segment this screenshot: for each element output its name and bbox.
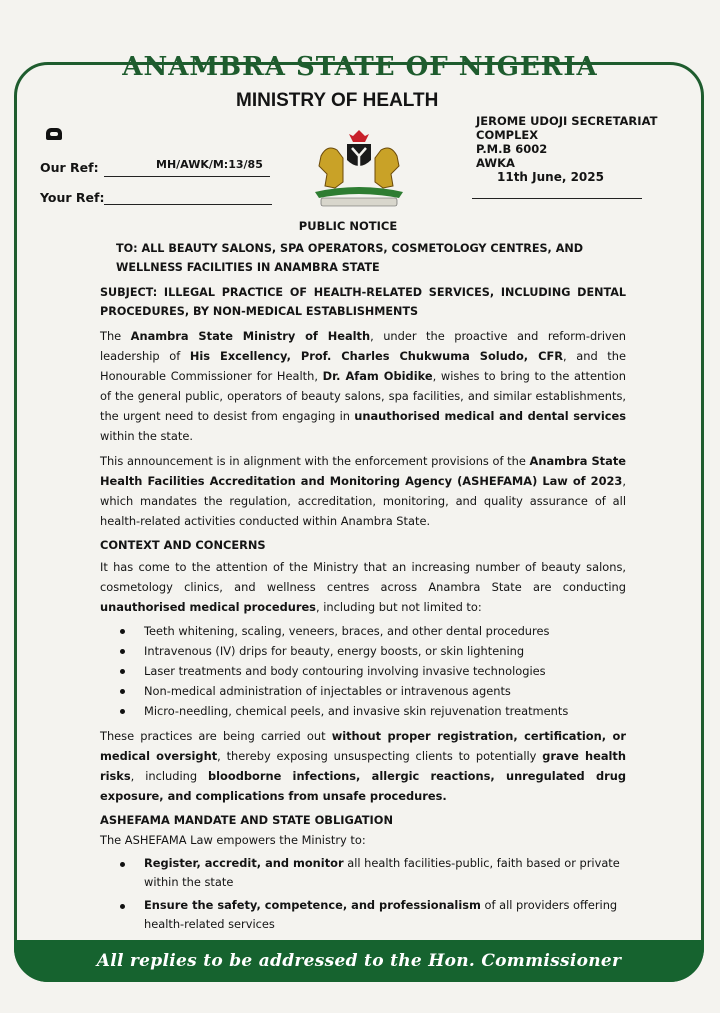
text-run: , and the Honourable Commissioner for Health, [100, 349, 626, 383]
text-run-bold: Dr. Afam Obidike [322, 369, 433, 383]
list-item: Non-medical administration of injectables or intravenous agents [144, 681, 626, 701]
mandate-heading: ASHEFAMA MANDATE AND STATE OBLIGATION [100, 813, 393, 827]
text-run-bold: His Excellency, Prof. Charles Chukwuma Soludo, CFR [189, 349, 563, 363]
text-run: These practices are being carried out [100, 729, 332, 743]
date-line [472, 198, 642, 199]
footer-band [14, 940, 704, 982]
list-item: Laser treatments and body contouring involving invasive technologies [144, 661, 626, 681]
text-run: , which mandates the regulation, accreditation, monitoring, and quality assurance of all health-related activities conducted within Anambra State. [100, 474, 626, 528]
letter-date: 11th June, 2025 [497, 170, 604, 184]
text-run: This announcement is in alignment with the enforcement provisions of the [100, 454, 530, 468]
addressee-line: TO: ALL BEAUTY SALONS, SPA OPERATORS, COSMETOLOGY CENTRES, AND WELLNESS FACILITIES IN ANAMBRA STATE [116, 242, 584, 274]
text-run: of all providers offering health-related services [144, 898, 618, 931]
paragraph-context [100, 557, 626, 617]
text-run-bold: Ensure the safety, competence, and professionalism [144, 898, 481, 912]
address-line: AWKA [476, 156, 515, 170]
subject-line: SUBJECT: ILLEGAL PRACTICE OF HEALTH-RELATED SERVICES, INCLUDING DENTAL PROCEDURES, BY NON-MEDICAL ESTABLISHMENTS [100, 286, 626, 318]
text-run-bold: Anambra State Health Facilities Accreditation and Monitoring Agency (ASHEFAMA) Law of 2023 [100, 454, 626, 488]
your-ref-line [104, 204, 272, 205]
text-run-bold: grave health risks [100, 749, 626, 783]
text-run: , wishes to bring to the attention of the general public, operators of beauty salons, spa facilities, and similar establishments, the urgent need to desist from engaging in [100, 369, 626, 423]
list-item: Micro-needling, chemical peels, and invasive skin rejuvenation treatments [144, 701, 626, 721]
notice-body [100, 216, 626, 961]
notice-title: PUBLIC NOTICE [298, 219, 398, 233]
paragraph-law [100, 451, 626, 531]
our-ref-label: Our Ref: [40, 160, 99, 175]
our-ref-value: MH/AWK/M:13/85 [156, 158, 263, 171]
procedures-list [100, 621, 626, 721]
mandate-intro: The ASHEFAMA Law empowers the Ministry to: [100, 833, 366, 847]
coat-of-arms-icon [307, 130, 411, 210]
list-item [144, 854, 626, 892]
address-block [476, 114, 657, 170]
footer-text: All replies to be addressed to the Hon. Commissioner [96, 951, 622, 971]
state-title: ANAMBRA STATE OF NIGERIA [122, 52, 598, 82]
address-line: JEROME UDOJI SECRETARIAT [476, 114, 658, 128]
list-item [144, 896, 626, 934]
list-item: Intravenous (IV) drips for beauty, energy boosts, or skin lightening [144, 641, 626, 661]
text-run-bold: Anambra State Ministry of Health [130, 329, 371, 343]
phone-icon [46, 128, 62, 140]
our-ref-line [104, 176, 270, 177]
address-line: COMPLEX [476, 128, 539, 142]
text-run-bold: unauthorised medical and dental services [354, 409, 626, 423]
text-run: The [100, 329, 131, 343]
text-run: , under the proactive and reform-driven leadership of [100, 329, 626, 363]
text-run: , including but not limited to: [315, 600, 482, 614]
list-item: Teeth whitening, scaling, veneers, braces, and other dental procedures [144, 621, 626, 641]
text-run: , thereby exposing unsuspecting clients to potentially [217, 749, 543, 763]
text-run: It has come to the attention of the Ministry that an increasing number of beauty salons, cosmetology clinics, and wellness centres across Anambra State are conducting [100, 560, 626, 594]
paragraph-intro [100, 326, 626, 446]
text-run-bold: without proper registration, certification, or medical oversight [100, 729, 626, 763]
ministry-title: MINISTRY OF HEALTH [236, 90, 439, 111]
context-heading: CONTEXT AND CONCERNS [100, 538, 266, 552]
address-line: P.M.B 6002 [476, 142, 548, 156]
your-ref-label: Your Ref: [40, 190, 105, 205]
text-run-bold: Register, accredit, and monitor [144, 856, 344, 870]
text-run-bold: unauthorised medical procedures [100, 600, 316, 614]
paragraph-risks [100, 726, 626, 806]
text-run: , including [130, 769, 208, 783]
text-run-bold: bloodborne infections, allergic reactions, unregulated drug exposure, and complications from unsafe procedures. [100, 769, 626, 803]
text-run: within the state. [100, 429, 193, 443]
text-run: all health facilities-public, faith based or private within the state [144, 856, 620, 889]
